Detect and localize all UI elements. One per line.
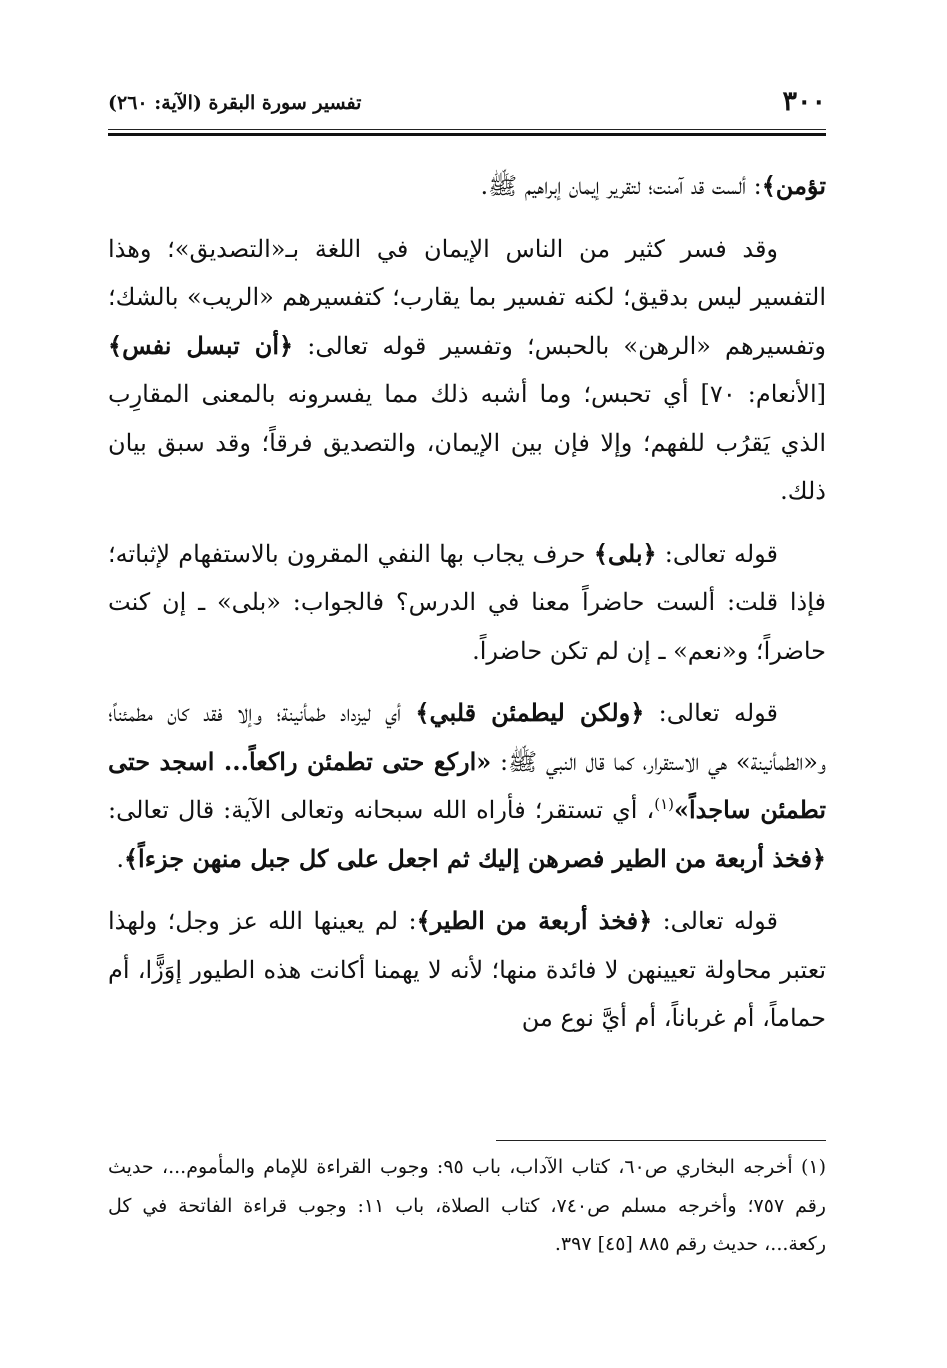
paragraph-text: . bbox=[116, 844, 124, 873]
paragraph-2 bbox=[108, 225, 826, 516]
verse-quote: ﴿فخذ أربعة من الطير﴾ bbox=[416, 906, 653, 935]
paragraph-text: أي ليزداد طمأنينة؛ وإلا فقد كان مطمئناً؛ و«الطمأنينة» هي الاستقرار، كما قال النبي ﷺ: bbox=[108, 699, 826, 776]
verse-quote: ﴿ولكن ليطمئن قلبي﴾ bbox=[415, 698, 645, 727]
paragraph-text: وقد فسر كثير من الناس الإيمان في اللغة بـ«التصديق»؛ وهذا التفسير ليس بدقيق؛ لكنه تفسير بما يقارب؛ كتفسيرهم «الريب» بالشك؛ وتفسيرهم «الرهن» بالحبس؛ وتفسير قوله تعالى: bbox=[108, 234, 826, 360]
paragraph-3 bbox=[108, 530, 826, 676]
paragraph-4 bbox=[108, 689, 826, 883]
paragraph-text: [الأنعام: ٧٠] أي تحبس؛ وما أشبه ذلك مما يفسرونه بالمعنى المقارِب الذي يَقرُب للفهم؛ وإلا فإن بين الإيمان، والتصديق فرقاً؛ وقد سبق بيان ذلك. bbox=[108, 380, 826, 505]
footnote-separator bbox=[496, 1140, 826, 1141]
verse-quote: ﴿أن تبسل نفس﴾ bbox=[108, 330, 294, 360]
paragraph-text: حرف يجاب بها النفي المقرون بالاستفهام لإثباته؛ فإذا قلت: ألست حاضراً معنا في الدرس؟ فالجواب: «بلى» ـ إن كنت حاضراً؛ و«نعم» ـ إن لم تكن حاضراً. bbox=[108, 539, 826, 665]
paragraph-text: قوله تعالى: bbox=[644, 699, 779, 727]
header-rule-thick bbox=[108, 133, 826, 136]
book-page bbox=[108, 86, 826, 1255]
hadith-quote: «اركع حتى تطمئن راكعاً... اسجد حتى تطمئن ساجداً» bbox=[108, 746, 826, 824]
paragraph-1 bbox=[108, 162, 826, 211]
page-header bbox=[108, 86, 826, 126]
footnote-reference[interactable]: (١) bbox=[654, 795, 674, 813]
paragraph-text: قوله تعالى: bbox=[652, 907, 778, 935]
header-rule-thin bbox=[108, 129, 826, 130]
main-text bbox=[108, 162, 826, 1043]
footnote bbox=[108, 1148, 826, 1264]
paragraph-text: قوله تعالى: bbox=[656, 539, 778, 568]
paragraph-text: : ألست قد آمنت؛ لتقرير إيمان إبراهيم ﷺ. bbox=[480, 172, 762, 200]
footnote-text: (١) أخرجه البخاري ص٦٠، كتاب الآداب، باب ٩٥: وجوب القراءة للإمام والمأموم...، حديث رقم ٧٥٧؛ وأخرجه مسلم ص٧٤٠، كتاب الصلاة، باب ١١: وجوب قراءة الفاتحة في كل ركعة...، حديث رقم ٨٨٥ [٤٥] ٣٩٧. bbox=[108, 1156, 826, 1255]
paragraph-text: : لم يعينها الله عز وجل؛ ولهذا تعتبر محاولة تعيينهن لا فائدة منها؛ لأنه لا يهمنا أكانت هذه الطيور إوَزًّا، أم حماماً، أم غرباناً، أم أيَّ نوع من bbox=[108, 907, 826, 1032]
verse-fragment: تؤمن﴾ bbox=[761, 171, 826, 200]
paragraph-text: ، أي تستقر؛ فأراه الله سبحانه وتعالى الآية: قال تعالى: bbox=[108, 796, 655, 824]
running-title: تفسير سورة البقرة (الآية: ٢٦٠) bbox=[108, 92, 362, 114]
page-number: ٣٠٠ bbox=[782, 86, 826, 117]
paragraph-5 bbox=[108, 897, 826, 1043]
verse-quote: ﴿فخذ أربعة من الطير فصرهن إليك ثم اجعل على كل جبل منهن جزءاً﴾ bbox=[123, 843, 826, 873]
verse-quote: ﴿بلى﴾ bbox=[593, 538, 657, 568]
